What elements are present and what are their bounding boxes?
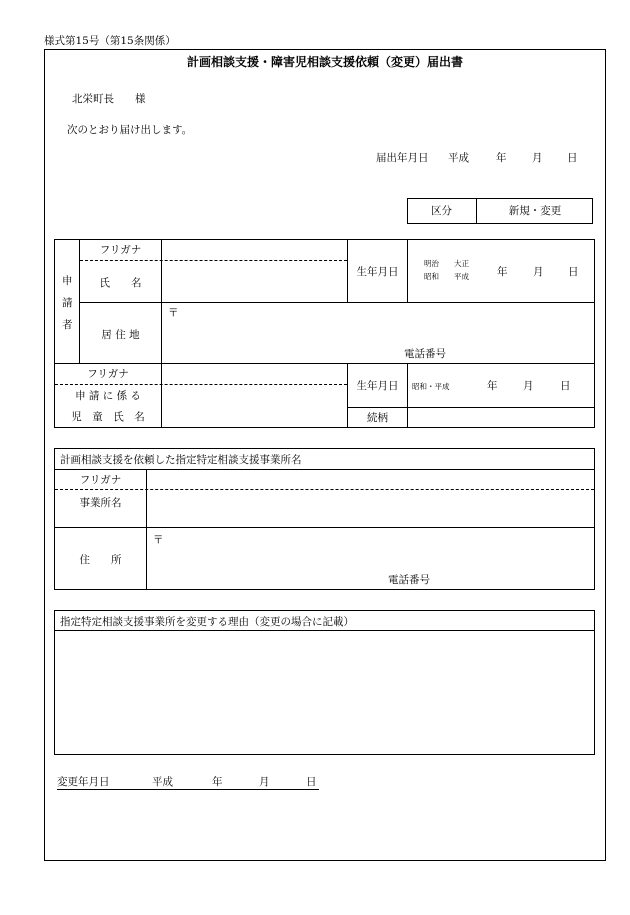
office-furigana-label: フリガナ: [79, 474, 122, 486]
applicant-birth-label: 生年月日: [356, 266, 399, 278]
office-phone-label: 電話番号: [388, 574, 430, 586]
office-address-label: 住 所: [79, 554, 122, 566]
filing-date-label: 届出年月日: [376, 152, 429, 164]
child-relation-label: 続柄: [367, 412, 388, 424]
child-furigana-label: フリガナ: [87, 368, 129, 380]
applicant-birth-month: 月: [533, 266, 544, 278]
filing-date-month: 月: [532, 152, 543, 164]
applicant-furigana-label: フリガナ: [99, 244, 142, 256]
category-value[interactable]: 新規・変更: [508, 205, 562, 217]
filing-date-day: 日: [567, 152, 578, 164]
office-postal-mark: 〒: [153, 534, 164, 546]
era-showa[interactable]: 昭和: [424, 272, 439, 281]
applicant-birth-day: 日: [568, 266, 579, 278]
child-birth-month: 月: [523, 380, 534, 392]
applicant-phone-label: 電話番号: [404, 348, 446, 360]
office-name-label: 事業所名: [79, 497, 122, 509]
applicant-side-label-2: 請: [62, 297, 73, 309]
era-meiji[interactable]: 明治: [424, 259, 439, 268]
change-date-era: 平成: [152, 776, 173, 788]
addressee: 北栄町長 様: [72, 93, 146, 105]
era-heisei[interactable]: 平成: [454, 272, 469, 281]
page-title: 計画相談支援・障害児相談支援依頼（変更）届出書: [186, 55, 463, 69]
child-birth-eras[interactable]: 昭和・平成: [412, 382, 450, 391]
change-date-label: 変更年月日: [57, 776, 110, 788]
applicant-side-label-1: 申: [62, 275, 73, 287]
applicant-birth-year: 年: [497, 266, 508, 278]
child-birth-day: 日: [560, 380, 571, 392]
applicant-address-label: 居 住 地: [101, 329, 140, 341]
office-heading: 計画相談支援を依頼した指定特定相談支援事業所名: [60, 454, 302, 466]
change-date-day: 日: [306, 776, 317, 788]
child-label-line1: 申 請 に 係 る: [75, 390, 141, 402]
era-taisho[interactable]: 大正: [454, 259, 469, 268]
filing-date-year: 年: [496, 152, 507, 164]
filing-date-era: 平成: [448, 152, 469, 164]
reason-heading: 指定特定相談支援事業所を変更する理由（変更の場合に記載）: [60, 616, 354, 628]
change-date-year: 年: [212, 776, 223, 788]
child-birth-year: 年: [487, 380, 498, 392]
applicant-side-label-3: 者: [62, 319, 73, 331]
child-birth-label: 生年月日: [356, 380, 399, 392]
category-label: 区分: [431, 205, 452, 217]
applicant-name-label: 氏 名: [99, 277, 142, 289]
child-label-line2: 児 童 氏 名: [71, 411, 145, 423]
change-date-month: 月: [259, 776, 270, 788]
form-number-label: 様式第15号（第15条関係）: [44, 35, 176, 47]
intro-text: 次のとおり届け出します。: [67, 124, 193, 136]
applicant-postal-mark: 〒: [168, 307, 179, 319]
